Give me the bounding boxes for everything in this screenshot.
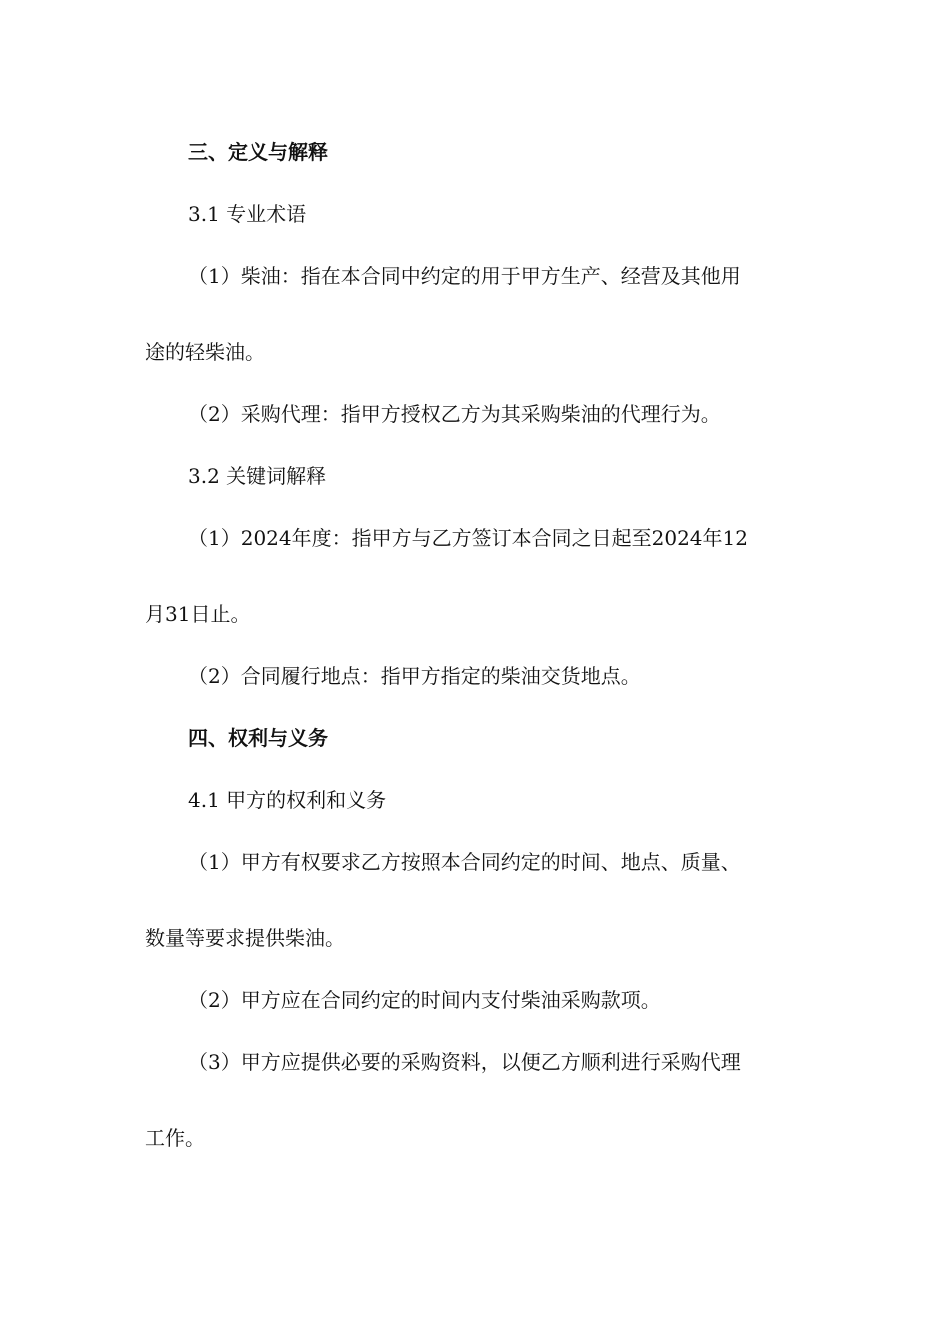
subsection-title-keywords: 3.2 关键词解释 — [188, 464, 327, 488]
section-heading-definitions: 三、定义与解释 — [188, 140, 328, 164]
section-heading-rights: 四、权利与义务 — [188, 726, 328, 750]
paragraph-line: （2）采购代理：指甲方授权乙方为其采购柴油的代理行为。 — [188, 402, 721, 426]
paragraph-line: 数量等要求提供柴油。 — [145, 926, 345, 950]
paragraph-line: 月31日止。 — [145, 602, 251, 626]
paragraph-line: （1）甲方有权要求乙方按照本合同约定的时间、地点、质量、 — [188, 850, 741, 874]
paragraph-line: （3）甲方应提供必要的采购资料，以便乙方顺利进行采购代理 — [188, 1050, 741, 1074]
subsection-title-party-a: 4.1 甲方的权利和义务 — [188, 788, 387, 812]
paragraph-line: （2）合同履行地点：指甲方指定的柴油交货地点。 — [188, 664, 641, 688]
paragraph-line: （1）2024年度：指甲方与乙方签订本合同之日起至2024年12 — [188, 526, 748, 550]
paragraph-line: （2）甲方应在合同约定的时间内支付柴油采购款项。 — [188, 988, 661, 1012]
paragraph-line: 途的轻柴油。 — [145, 340, 265, 364]
paragraph-line: （1）柴油：指在本合同中约定的用于甲方生产、经营及其他用 — [188, 264, 741, 288]
paragraph-line: 工作。 — [145, 1126, 205, 1150]
subsection-title-terms: 3.1 专业术语 — [188, 202, 307, 226]
